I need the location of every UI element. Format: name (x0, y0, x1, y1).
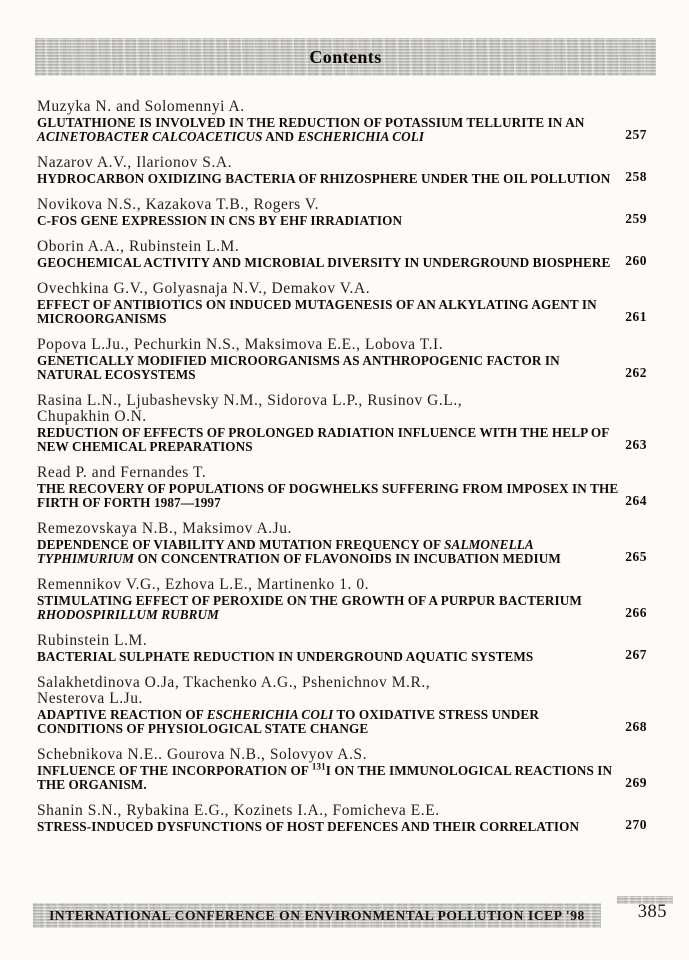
entry-page-number: 263 (625, 437, 647, 452)
entry-title-wrap (37, 116, 645, 144)
page-title: Contents (309, 46, 382, 67)
entry-title-line: NATURAL ECOSYSTEMS (37, 367, 196, 382)
folio-page-number: 385 (637, 902, 667, 922)
entry-page-number: 261 (625, 309, 647, 324)
entry-author-line: Ovechkina G.V., Golyasnaja N.V., Demakov V.A. (37, 280, 371, 297)
entry-title (37, 538, 589, 566)
entry-title (37, 650, 589, 664)
entry-title-wrap (37, 211, 647, 228)
entry-page-number: 267 (625, 647, 647, 662)
entry-title-line: C-FOS GENE EXPRESSION IN CNS BY EHF IRRADIATION (37, 213, 403, 228)
entry-title-line: CONDITIONS OF PHYSIOLOGICAL STATE CHANGE (37, 721, 369, 736)
entry-title-line: GENETICALLY MODIFIED MICROORGANISMS AS ANTHROPOGENIC FACTOR IN (37, 353, 560, 368)
toc-entry (37, 633, 645, 664)
entry-authors (37, 747, 645, 763)
entry-author-line: Nazarov A.V., Ilarionov S.A. (37, 154, 233, 171)
entry-authors (37, 465, 645, 481)
entry-authors (37, 99, 645, 115)
entry-page-number: 259 (625, 211, 647, 226)
entry-authors (37, 155, 645, 171)
entry-authors (37, 393, 645, 425)
entry-authors (37, 239, 645, 255)
toc-entry (37, 281, 645, 326)
entry-author-line: Salakhetdinova O.Ja, Tkachenko A.G., Pshenichnov M.R., (37, 674, 431, 691)
entry-title-wrap (37, 594, 645, 622)
entry-title-line: THE RECOVERY OF POPULATIONS OF DOGWHELKS SUFFERING FROM IMPOSEX IN THE (37, 481, 619, 496)
toc-entry (37, 803, 645, 834)
entry-title-line: BACTERIAL SULPHATE REDUCTION IN UNDERGROUND AQUATIC SYSTEMS (37, 649, 534, 664)
toc-entry (37, 393, 645, 454)
entry-title (37, 820, 589, 834)
entry-title-wrap (37, 817, 647, 834)
entry-title-line: THE ORGANISM. (37, 777, 147, 792)
entry-page-number: 257 (625, 127, 647, 142)
entry-title-line: TYPHIMURIUM ON CONCENTRATION OF FLAVONOIDS IN INCUBATION MEDIUM (37, 551, 561, 566)
footer-band (33, 903, 601, 928)
entry-authors (37, 633, 645, 649)
entry-title-line: STIMULATING EFFECT OF PEROXIDE ON THE GROWTH OF A PURPUR BACTERIUM (37, 593, 582, 608)
entry-title (37, 594, 589, 622)
entry-title-wrap (37, 647, 647, 664)
toc-entry (37, 99, 645, 144)
entry-title (37, 297, 597, 326)
entry-title-line: FIRTH OF FORTH 1987—1997 (37, 495, 221, 510)
entry-author-line: Nesterova L.Ju. (37, 690, 143, 707)
entry-title (37, 171, 611, 186)
entry-page-number: 260 (625, 253, 647, 268)
entry-author-line: Chupakhin O.N. (37, 408, 147, 425)
entry-title-wrap (37, 253, 647, 270)
entry-page-number: 264 (625, 493, 647, 508)
entry-author-line: Schebnikova N.E.. Gourova N.B., Solovyov A.S. (37, 746, 368, 763)
entry-author-line: Novikova N.S., Kazakova T.B., Rogers V. (37, 196, 320, 213)
entry-author-line: Remennikov V.G., Ezhova L.E., Martinenko 1. 0. (37, 576, 370, 593)
entry-title-line: GLUTATHIONE IS INVOLVED IN THE REDUCTION OF POTASSIUM TELLURITE IN AN (37, 115, 585, 130)
contents-header-band (35, 38, 656, 76)
toc-entry (37, 675, 645, 736)
entry-title (37, 255, 611, 270)
entry-title-line: ACINETOBACTER CALCOACETICUS AND ESCHERICHIA COLI (37, 129, 425, 144)
entry-title (37, 708, 589, 736)
entry-title-line: DEPENDENCE OF VIABILITY AND MUTATION FREQUENCY OF SALMONELLA (37, 537, 534, 552)
toc-entry (37, 337, 645, 382)
entry-title (37, 354, 589, 382)
entry-title-line: GEOCHEMICAL ACTIVITY AND MICROBIAL DIVERSITY IN UNDERGROUND BIOSPHERE (37, 255, 611, 270)
entry-title-wrap (37, 354, 645, 382)
entry-author-line: Oborin A.A., Rubinstein L.M. (37, 238, 240, 255)
toc-entry (37, 521, 645, 566)
entry-page-number: 258 (625, 169, 647, 184)
entry-page-number: 265 (625, 549, 647, 564)
entry-title (37, 761, 613, 792)
toc-entry (37, 197, 645, 228)
toc-entry (37, 577, 645, 622)
entry-title-wrap (37, 169, 647, 186)
entry-authors (37, 197, 645, 213)
entry-page-number: 268 (625, 719, 647, 734)
toc-entry (37, 465, 645, 510)
entry-author-line: Rubinstein L.M. (37, 632, 148, 649)
entry-title-line: NEW CHEMICAL PREPARATIONS (37, 439, 253, 454)
entry-title (37, 481, 619, 510)
entry-author-line: Read P. and Fernandes T. (37, 464, 207, 481)
entry-author-line: Shanin S.N., Rybakina E.G., Kozinets I.A., Fomicheva E.E. (37, 802, 440, 819)
entry-author-line: Popova L.Ju., Pechurkin N.S., Maksimova E.E., Lobova T.I. (37, 336, 444, 353)
entry-title-line: ADAPTIVE REACTION OF ESCHERICHIA COLI TO OXIDATIVE STRESS UNDER (37, 707, 539, 722)
entry-authors (37, 675, 645, 707)
entry-title (37, 116, 589, 144)
entry-title (37, 425, 610, 454)
entry-title-line: MICROORGANISMS (37, 311, 167, 326)
entry-author-line: Rasina L.N., Ljubashevsky N.M., Sidorova L.P., Rusinov G.L., (37, 392, 463, 409)
entry-title-line: EFFECT OF ANTIBIOTICS ON INDUCED MUTAGENESIS OF AN ALKYLATING AGENT IN (37, 297, 597, 312)
entry-title-wrap (37, 298, 645, 326)
entry-title-wrap (37, 761, 647, 792)
entry-page-number: 262 (625, 365, 647, 380)
entry-page-number: 269 (625, 775, 647, 790)
entry-author-line: Remezovskaya N.B., Maksimov A.Ju. (37, 520, 292, 537)
entry-title-wrap (37, 426, 645, 454)
entry-title (37, 214, 589, 228)
entry-authors (37, 521, 645, 537)
entry-title-line: INFLUENCE OF THE INCORPORATION OF $^{131}$I ON THE IMMUNOLOGICAL REACTIONS IN (37, 761, 613, 778)
entry-page-number: 266 (625, 605, 647, 620)
entry-title-line: RHODOSPIRILLUM RUBRUM (37, 607, 219, 622)
entry-authors (37, 577, 645, 593)
entry-title-wrap (37, 538, 645, 566)
entry-authors (37, 281, 645, 297)
entry-authors (37, 337, 645, 353)
footer-conference-title: INTERNATIONAL CONFERENCE ON ENVIRONMENTAL POLLUTION ICEP '98 (49, 907, 585, 923)
entry-authors (37, 803, 645, 819)
entry-title-wrap (37, 708, 645, 736)
entry-title-wrap (37, 482, 645, 510)
entry-page-number: 270 (625, 817, 647, 832)
entry-title-line: REDUCTION OF EFFECTS OF PROLONGED RADIATION INFLUENCE WITH THE HELP OF (37, 425, 610, 440)
entry-title-line: HYDROCARBON OXIDIZING BACTERIA OF RHIZOSPHERE UNDER THE OIL POLLUTION (37, 171, 611, 186)
entry-title-line: STRESS-INDUCED DYSFUNCTIONS OF HOST DEFENCES AND THEIR CORRELATION (37, 819, 580, 834)
toc-list (37, 99, 645, 845)
toc-entry (37, 747, 645, 792)
toc-entry (37, 155, 645, 186)
toc-entry (37, 239, 645, 270)
entry-author-line: Muzyka N. and Solomennyi A. (37, 98, 245, 115)
